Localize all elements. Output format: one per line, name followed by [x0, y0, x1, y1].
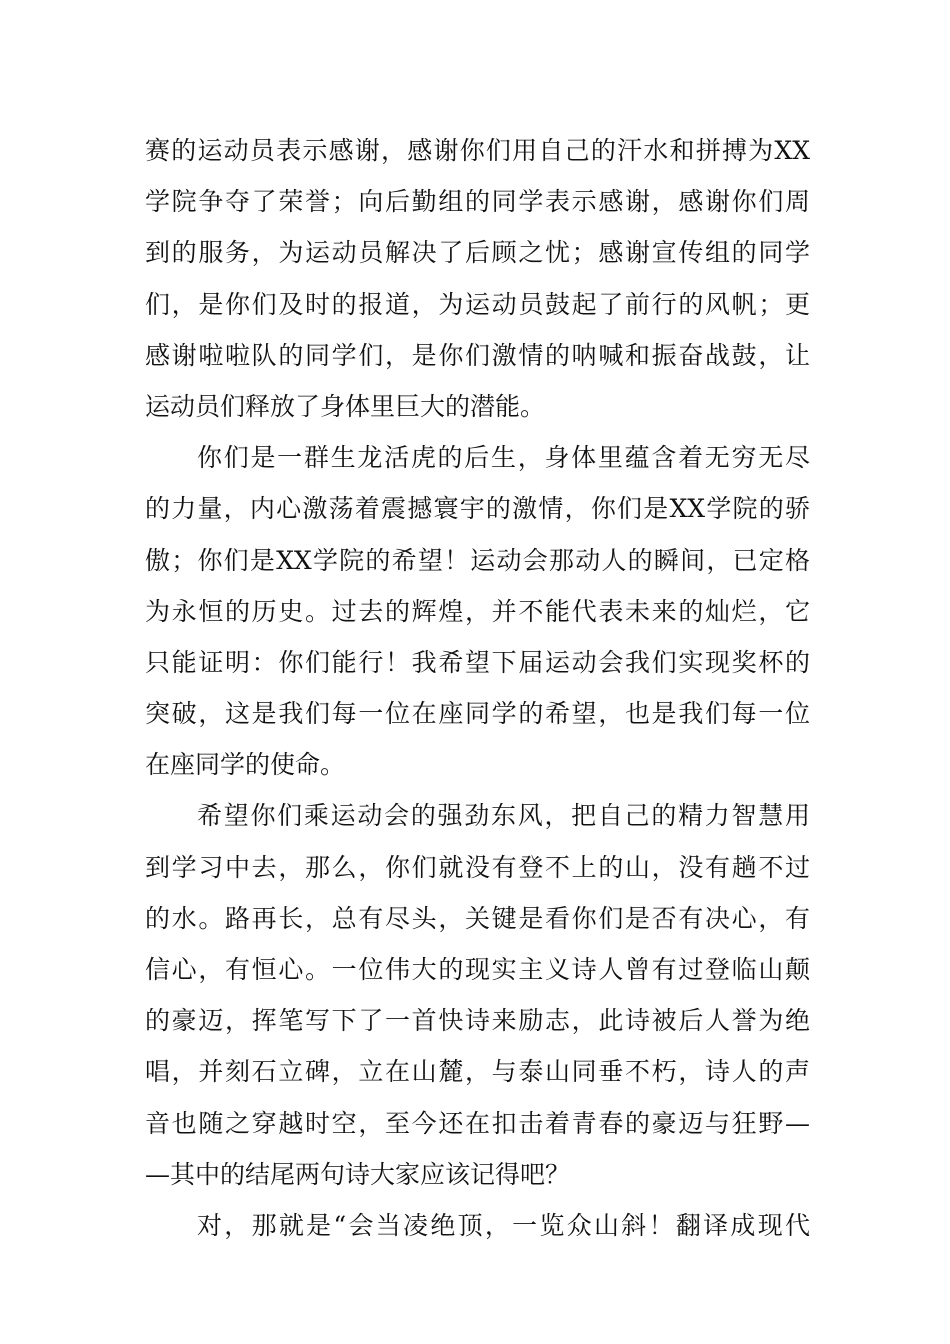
text-line: 对，那就是“会当凌绝顶，一览众山斜！翻译成现代: [197, 1210, 810, 1240]
text-line: 信心，有恒心。一位伟大的现实主义诗人曾有过登临山颠: [145, 955, 810, 984]
text-line: —其中的结尾两句诗大家应该记得吧？: [145, 1159, 571, 1189]
text-line: 的豪迈，挥笔写下了一首快诗来励志，此诗被后人誉为绝: [145, 1006, 810, 1036]
text-line: 在座同学的使命。: [145, 750, 346, 780]
paragraph: [145, 790, 810, 1200]
document-body: [145, 125, 810, 1251]
text-line: 运动员们释放了身体里巨大的潜能。: [145, 391, 546, 421]
paragraph: [145, 125, 810, 432]
text-line: 只能证明：你们能行！我希望下届运动会我们实现奖杯的: [145, 647, 810, 677]
text-line: 学院争夺了荣誉；向后勤组的同学表示感谢，感谢你们周: [145, 187, 810, 217]
text-line: 为永恒的历史。过去的辉煌，并不能代表未来的灿烂，它: [145, 596, 810, 626]
text-line: 们，是你们及时的报道，为运动员鼓起了前行的风帆；更: [145, 289, 810, 319]
text-line: 你们是一群生龙活虎的后生，身体里蕴含着无穷无尽: [197, 443, 810, 473]
paragraph: [145, 432, 810, 790]
paragraph: [145, 1200, 810, 1251]
text-line: 突破，这是我们每一位在座同学的希望，也是我们每一位: [145, 699, 810, 729]
text-line: 希望你们乘运动会的强劲东风，把自己的精力智慧用: [197, 801, 810, 831]
text-line: 到的服务，为运动员解决了后顾之忧；感谢宣传组的同学: [145, 238, 810, 268]
text-line: 唱，并刻石立碑，立在山麓，与泰山同垂不朽，诗人的声: [145, 1057, 810, 1087]
text-line: 的水。路再长，总有尽头，关键是看你们是否有决心，有: [145, 903, 810, 933]
text-line: 音也随之穿越时空，至今还在扣击着青春的豪迈与狂野—: [145, 1108, 810, 1138]
text-line: 赛的运动员表示感谢，感谢你们用自己的汗水和拼搏为XX: [145, 136, 810, 165]
text-line: 的力量，内心激荡着震撼寰宇的激情，你们是XX学院的骄: [145, 494, 810, 524]
text-line: 傲；你们是XX学院的希望！运动会那动人的瞬间，已定格: [145, 545, 810, 575]
text-line: 感谢啦啦队的同学们，是你们激情的呐喊和振奋战鼓，让: [145, 340, 810, 370]
text-line: 到学习中去，那么，你们就没有登不上的山，没有趟不过: [145, 852, 810, 882]
